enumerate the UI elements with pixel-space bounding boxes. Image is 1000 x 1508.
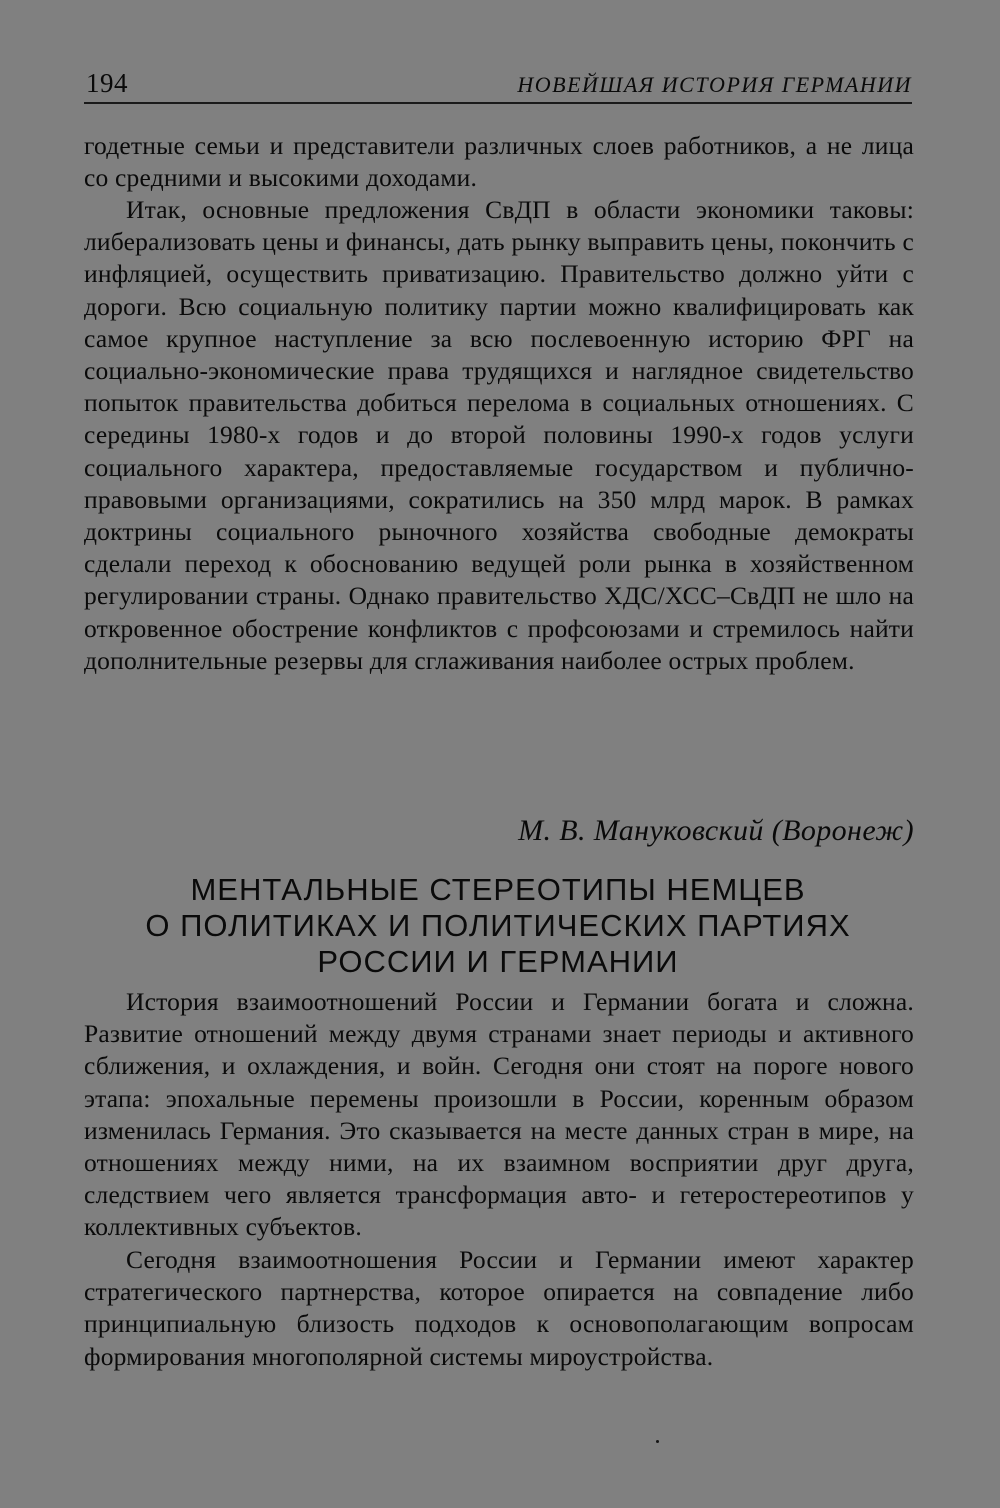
running-header [84, 66, 912, 104]
article-title-line-1: МЕНТАЛЬНЫЕ СТЕРЕОТИПЫ НЕМЦЕВ [190, 872, 806, 907]
article-title-line-2: О ПОЛИТИКАХ И ПОЛИТИЧЕСКИХ ПАРТИЯХ [145, 908, 851, 943]
scan-speck [656, 1440, 659, 1443]
page-number: 194 [86, 68, 128, 98]
body-paragraph-2: Итак, основные предложения СвДП в области экономики таковы: либерализовать цены и финансы, дать рынку выправить цены, покончить с инфляцией, осуществить приватизацию. Правительство должно уйти с дороги. Всю социальную политику партии можно квалифицировать как самое крупное наступление за всю послевоенную историю ФРГ на социально-экономические права трудящихся и наглядное свидетельство попыток правительства добиться перелома в социальных отношениях. С середины 1980-х годов и до второй половины 1990-х годов услуги социального характера, предоставляемые государством и публично-правовыми организациями, сократились на 350 млрд марок. В рамках доктрины социального рыночного хозяйства свободные демократы сделали переход к обоснованию ведущей роли рынка в хозяйственном регулировании страны. Однако правительство ХДС/ХСС–СвДП не шло на откровенное обострение конфликтов с профсоюзами и стремилось найти дополнительные резервы для сглаживания наиболее острых проблем. [84, 195, 914, 675]
article-paragraph-2: Сегодня взаимоотношения России и Германии имеют характер стратегического партнерства, которое опирается на совпадение либо принципиальную близость подходов к основополагающим вопросам формирования многополярной системы мироустройства. [84, 1245, 914, 1371]
article-title [84, 872, 912, 980]
article-author: М. В. Мануковский (Воронеж) [518, 814, 914, 847]
running-title: НОВЕЙШАЯ ИСТОРИЯ ГЕРМАНИИ [517, 72, 912, 97]
article-paragraph-1: История взаимоотношений России и Германии богата и сложна. Развитие отношений между двумя странами знает периоды и активного сближения, и охлаждения, и войн. Сегодня они стоят на пороге нового этапа: эпохальные перемены произошли в России, коренным образом изменилась Германия. Это сказывается на месте данных стран в мире, на отношениях между ними, на их взаимном восприятии друг друга, следствием чего является трансформация авто- и гетеростереотипов у коллективных субъектов. [84, 987, 914, 1242]
article-title-line-3: РОССИИ И ГЕРМАНИИ [317, 944, 679, 979]
body-paragraph-1: годетные семьи и представители различных слоев работников, а не лица со средними и высокими доходами. [84, 131, 914, 193]
